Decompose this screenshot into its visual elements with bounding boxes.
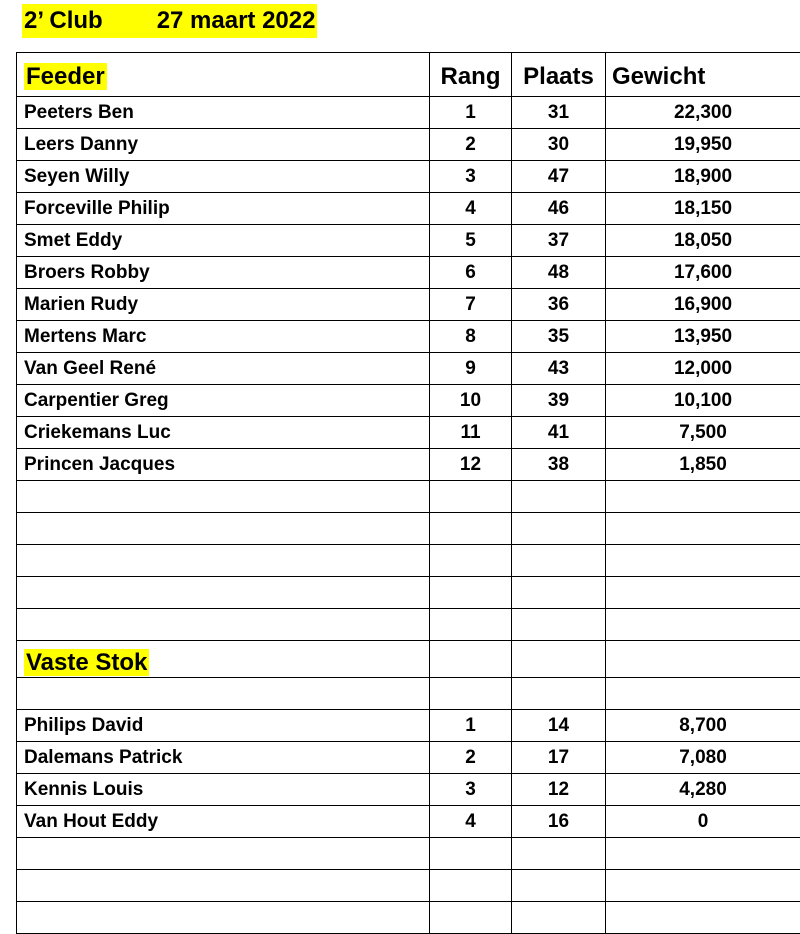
empty-cell bbox=[17, 545, 430, 577]
rank-value: 4 bbox=[430, 193, 512, 225]
table-row bbox=[17, 129, 800, 161]
table-row bbox=[17, 321, 800, 353]
weight-value: 17,600 bbox=[606, 257, 800, 289]
rank-value: 7 bbox=[430, 289, 512, 321]
empty-row bbox=[17, 545, 800, 577]
place-value: 17 bbox=[512, 742, 606, 774]
rank-value: 10 bbox=[430, 385, 512, 417]
weight-value: 12,000 bbox=[606, 353, 800, 385]
weight-value: 19,950 bbox=[606, 129, 800, 161]
participant-name: Carpentier Greg bbox=[17, 385, 430, 417]
empty-cell bbox=[430, 513, 512, 545]
empty-cell bbox=[606, 641, 800, 678]
empty-cell bbox=[512, 678, 606, 710]
empty-cell bbox=[17, 678, 430, 710]
weight-value: 7,080 bbox=[606, 742, 800, 774]
participant-name: Kennis Louis bbox=[17, 774, 430, 806]
weight-value: 18,900 bbox=[606, 161, 800, 193]
table-row bbox=[17, 417, 800, 449]
place-value: 30 bbox=[512, 129, 606, 161]
rank-value: 4 bbox=[430, 806, 512, 838]
empty-cell bbox=[430, 870, 512, 902]
column-header-plaats: Plaats bbox=[512, 53, 606, 97]
rank-value: 1 bbox=[430, 710, 512, 742]
place-value: 47 bbox=[512, 161, 606, 193]
section-row bbox=[17, 641, 800, 678]
participant-name: Marien Rudy bbox=[17, 289, 430, 321]
table-header-row bbox=[17, 53, 800, 97]
empty-row bbox=[17, 678, 800, 710]
rank-value: 8 bbox=[430, 321, 512, 353]
weight-value: 16,900 bbox=[606, 289, 800, 321]
section-title-feeder: Feeder bbox=[17, 53, 430, 97]
table-row bbox=[17, 353, 800, 385]
weight-value: 13,950 bbox=[606, 321, 800, 353]
participant-name: Forceville Philip bbox=[17, 193, 430, 225]
event-date: 27 maart 2022 bbox=[157, 7, 316, 34]
participant-name: Mertens Marc bbox=[17, 321, 430, 353]
empty-cell bbox=[430, 641, 512, 678]
weight-value: 22,300 bbox=[606, 97, 800, 129]
empty-row bbox=[17, 870, 800, 902]
rank-value: 9 bbox=[430, 353, 512, 385]
table-row bbox=[17, 806, 800, 838]
empty-cell bbox=[430, 577, 512, 609]
empty-row bbox=[17, 838, 800, 870]
empty-cell bbox=[17, 838, 430, 870]
participant-name: Broers Robby bbox=[17, 257, 430, 289]
empty-cell bbox=[430, 545, 512, 577]
place-value: 39 bbox=[512, 385, 606, 417]
empty-cell bbox=[512, 838, 606, 870]
club-label: 2’ Club bbox=[24, 7, 103, 34]
participant-name: Criekemans Luc bbox=[17, 417, 430, 449]
weight-value: 1,850 bbox=[606, 449, 800, 481]
place-value: 31 bbox=[512, 97, 606, 129]
results-table bbox=[16, 52, 800, 934]
empty-cell bbox=[430, 678, 512, 710]
empty-cell bbox=[17, 609, 430, 641]
empty-cell bbox=[430, 609, 512, 641]
weight-value: 18,150 bbox=[606, 193, 800, 225]
table-row bbox=[17, 710, 800, 742]
empty-row bbox=[17, 513, 800, 545]
empty-cell bbox=[606, 513, 800, 545]
rank-value: 2 bbox=[430, 742, 512, 774]
rank-value: 2 bbox=[430, 129, 512, 161]
weight-value: 0 bbox=[606, 806, 800, 838]
table-row bbox=[17, 97, 800, 129]
empty-cell bbox=[512, 481, 606, 513]
empty-cell bbox=[606, 577, 800, 609]
empty-cell bbox=[606, 481, 800, 513]
participant-name: Seyen Willy bbox=[17, 161, 430, 193]
table-row bbox=[17, 289, 800, 321]
rank-value: 5 bbox=[430, 225, 512, 257]
table-row bbox=[17, 449, 800, 481]
place-value: 43 bbox=[512, 353, 606, 385]
rank-value: 11 bbox=[430, 417, 512, 449]
empty-cell bbox=[606, 902, 800, 934]
place-value: 46 bbox=[512, 193, 606, 225]
place-value: 48 bbox=[512, 257, 606, 289]
empty-row bbox=[17, 577, 800, 609]
weight-value: 10,100 bbox=[606, 385, 800, 417]
empty-cell bbox=[430, 481, 512, 513]
empty-cell bbox=[512, 641, 606, 678]
rank-value: 6 bbox=[430, 257, 512, 289]
place-value: 38 bbox=[512, 449, 606, 481]
empty-cell bbox=[606, 678, 800, 710]
rank-value: 3 bbox=[430, 774, 512, 806]
participant-name: Dalemans Patrick bbox=[17, 742, 430, 774]
participant-name: Van Hout Eddy bbox=[17, 806, 430, 838]
empty-cell bbox=[17, 902, 430, 934]
empty-cell bbox=[17, 577, 430, 609]
empty-cell bbox=[17, 870, 430, 902]
rank-value: 12 bbox=[430, 449, 512, 481]
empty-cell bbox=[512, 513, 606, 545]
empty-cell bbox=[512, 545, 606, 577]
table-row bbox=[17, 225, 800, 257]
column-header-rang: Rang bbox=[430, 53, 512, 97]
weight-value: 18,050 bbox=[606, 225, 800, 257]
empty-cell bbox=[430, 902, 512, 934]
page-title bbox=[22, 4, 317, 38]
empty-row bbox=[17, 481, 800, 513]
table-row bbox=[17, 257, 800, 289]
empty-cell bbox=[606, 609, 800, 641]
place-value: 37 bbox=[512, 225, 606, 257]
place-value: 12 bbox=[512, 774, 606, 806]
participant-name: Van Geel René bbox=[17, 353, 430, 385]
place-value: 35 bbox=[512, 321, 606, 353]
empty-cell bbox=[430, 838, 512, 870]
table-row bbox=[17, 385, 800, 417]
place-value: 14 bbox=[512, 710, 606, 742]
place-value: 41 bbox=[512, 417, 606, 449]
empty-cell bbox=[512, 870, 606, 902]
table-row bbox=[17, 161, 800, 193]
section-title-vaste-stok: Vaste Stok bbox=[17, 641, 430, 678]
table-row bbox=[17, 774, 800, 806]
empty-cell bbox=[17, 481, 430, 513]
empty-row bbox=[17, 902, 800, 934]
weight-value: 7,500 bbox=[606, 417, 800, 449]
participant-name: Princen Jacques bbox=[17, 449, 430, 481]
participant-name: Philips David bbox=[17, 710, 430, 742]
rank-value: 1 bbox=[430, 97, 512, 129]
weight-value: 4,280 bbox=[606, 774, 800, 806]
column-header-gewicht: Gewicht bbox=[606, 53, 800, 97]
rank-value: 3 bbox=[430, 161, 512, 193]
empty-cell bbox=[512, 577, 606, 609]
empty-cell bbox=[606, 838, 800, 870]
empty-cell bbox=[606, 870, 800, 902]
participant-name: Leers Danny bbox=[17, 129, 430, 161]
empty-cell bbox=[17, 513, 430, 545]
empty-row bbox=[17, 609, 800, 641]
participant-name: Smet Eddy bbox=[17, 225, 430, 257]
place-value: 16 bbox=[512, 806, 606, 838]
empty-cell bbox=[512, 902, 606, 934]
place-value: 36 bbox=[512, 289, 606, 321]
table-row bbox=[17, 742, 800, 774]
empty-cell bbox=[512, 609, 606, 641]
weight-value: 8,700 bbox=[606, 710, 800, 742]
empty-cell bbox=[606, 545, 800, 577]
participant-name: Peeters Ben bbox=[17, 97, 430, 129]
table-row bbox=[17, 193, 800, 225]
